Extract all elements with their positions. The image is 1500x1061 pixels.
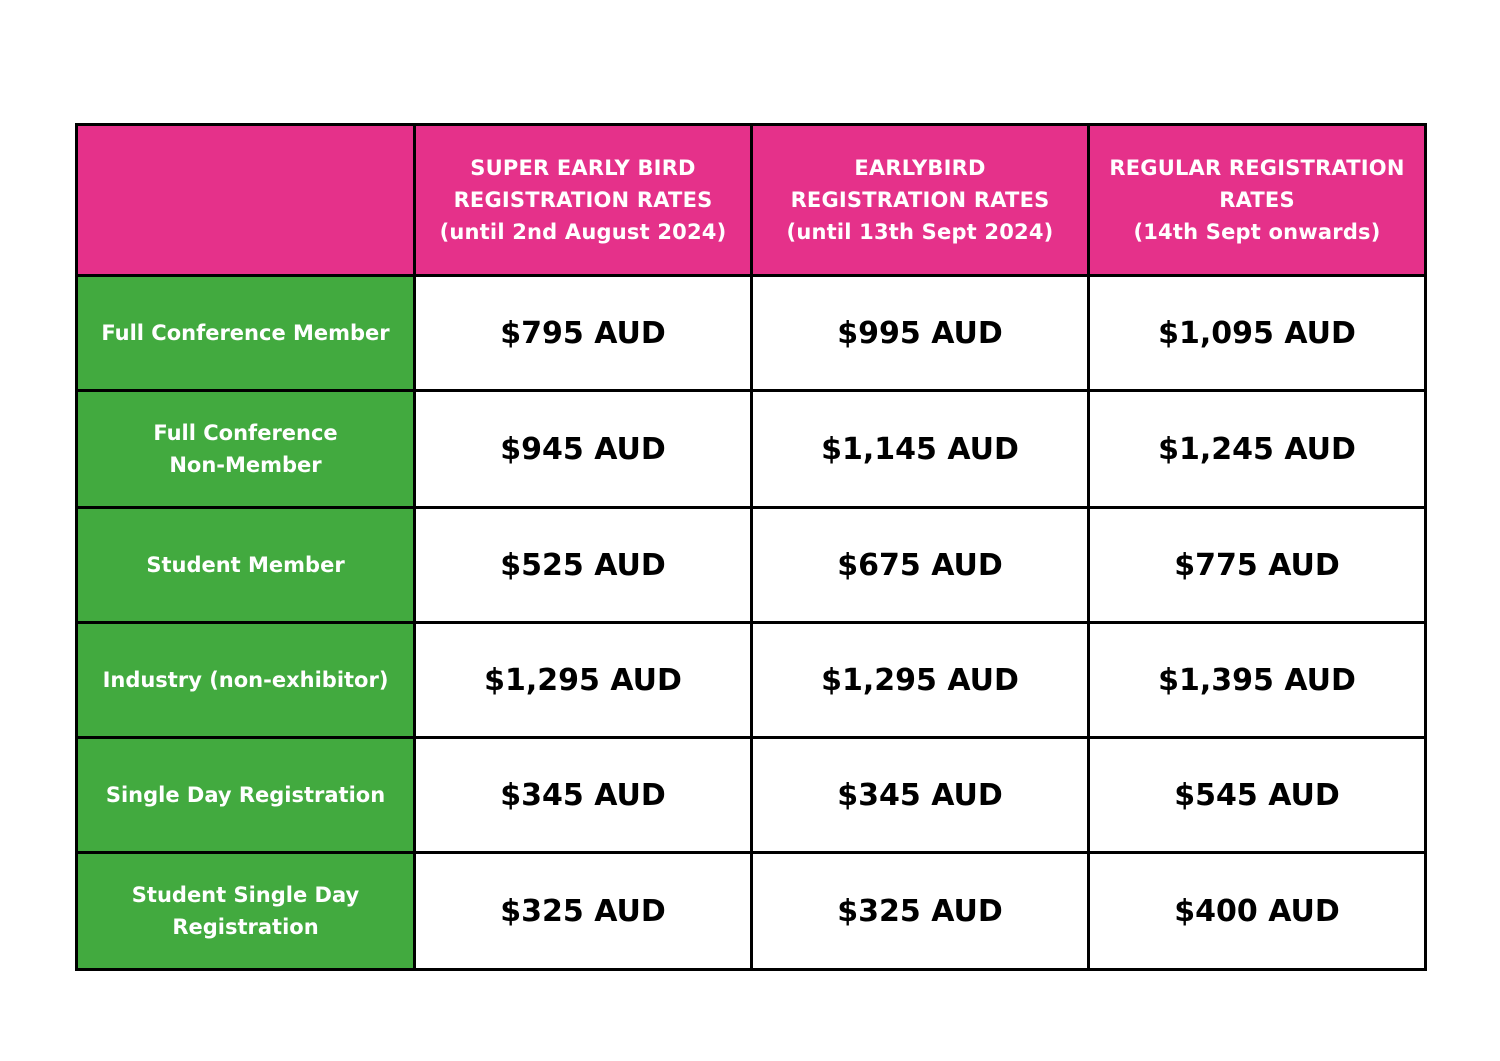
price-cell: $1,295 AUD (415, 623, 752, 738)
column-header-line: RATES (1219, 188, 1295, 212)
column-header-line: EARLYBIRD (854, 156, 986, 180)
row-label-industry: Industry (non-exhibitor) (77, 623, 415, 738)
table-row (77, 853, 1426, 970)
price-cell: $1,145 AUD (752, 391, 1089, 508)
table-row (77, 508, 1426, 623)
column-header-earlybird (752, 125, 1089, 276)
registration-rates-table (75, 123, 1427, 971)
column-header-date: (14th Sept onwards) (1133, 220, 1381, 244)
row-label-student-member: Student Member (77, 508, 415, 623)
row-label-student-single-day (77, 853, 415, 970)
price-cell: $945 AUD (415, 391, 752, 508)
price-cell: $1,245 AUD (1089, 391, 1426, 508)
row-label-full-conference-non-member (77, 391, 415, 508)
row-label-line: Student Single Day (131, 883, 360, 907)
table-row (77, 738, 1426, 853)
table-row (77, 623, 1426, 738)
price-cell: $1,095 AUD (1089, 276, 1426, 391)
column-header-super-early-bird (415, 125, 752, 276)
column-header-date: (until 13th Sept 2024) (786, 220, 1054, 244)
table-row (77, 391, 1426, 508)
price-cell: $1,295 AUD (752, 623, 1089, 738)
price-cell: $345 AUD (752, 738, 1089, 853)
price-cell: $345 AUD (415, 738, 752, 853)
price-cell: $775 AUD (1089, 508, 1426, 623)
row-label-single-day: Single Day Registration (77, 738, 415, 853)
column-header-line: REGULAR REGISTRATION (1109, 156, 1405, 180)
price-cell: $325 AUD (752, 853, 1089, 970)
header-row (77, 125, 1426, 276)
price-cell: $675 AUD (752, 508, 1089, 623)
table-row (77, 276, 1426, 391)
row-label-full-conference-member: Full Conference Member (77, 276, 415, 391)
price-cell: $325 AUD (415, 853, 752, 970)
price-cell: $995 AUD (752, 276, 1089, 391)
column-header-line: REGISTRATION RATES (790, 188, 1050, 212)
price-cell: $1,395 AUD (1089, 623, 1426, 738)
price-cell: $400 AUD (1089, 853, 1426, 970)
row-label-line: Non-Member (169, 453, 322, 477)
price-cell: $525 AUD (415, 508, 752, 623)
corner-header-cell (77, 125, 415, 276)
price-cell: $795 AUD (415, 276, 752, 391)
column-header-date: (until 2nd August 2024) (439, 220, 727, 244)
row-label-line: Registration (172, 915, 319, 939)
column-header-regular (1089, 125, 1426, 276)
row-label-line: Full Conference (153, 421, 338, 445)
price-cell: $545 AUD (1089, 738, 1426, 853)
column-header-line: SUPER EARLY BIRD (470, 156, 696, 180)
column-header-line: REGISTRATION RATES (453, 188, 713, 212)
